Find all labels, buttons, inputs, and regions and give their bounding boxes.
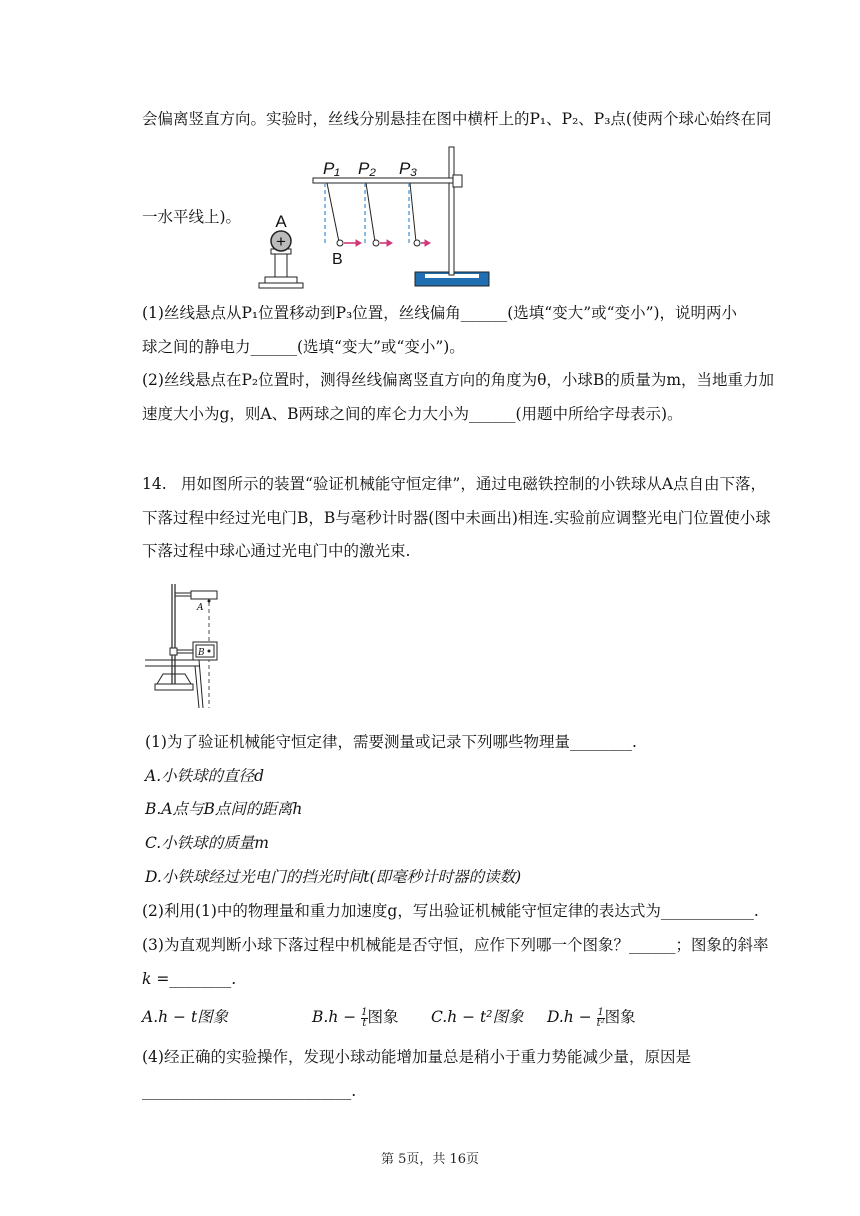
q14-option-d: D.小铁球经过光电门的挡光时间t(即毫秒计时器的读数) xyxy=(145,868,522,886)
label-a: A xyxy=(197,603,204,613)
q14-option-b: B.A点与B点间的距离h xyxy=(145,800,303,818)
label-b: B xyxy=(332,251,343,268)
q14-part3-line2: k =________. xyxy=(142,970,237,988)
q14-part3-line1: (3)为直观判断小球下落过程中机械能是否守恒，应作下列哪一个图象？______；图象的斜率 xyxy=(142,936,769,954)
q13-part1-line2: 球之间的静电力______(选填“变大”或“变小”)。 xyxy=(142,338,465,356)
plus-sign: + xyxy=(276,232,286,251)
q14-stem-line1: 用如图所示的装置“验证机械能守恒定律”，通过电磁铁控制的小铁球从A点自由下落， xyxy=(181,475,767,493)
q13-intro-line2: 一水平线上)。 xyxy=(142,208,242,226)
q14-part4-line2: ___________________________. xyxy=(142,1082,357,1100)
q14-number: 14. xyxy=(142,475,167,493)
label-a: A xyxy=(275,212,287,231)
q14-option-c: C.小铁球的质量m xyxy=(145,834,269,852)
q14-part4-line1: (4)经正确的实验操作，发现小球动能增加量总是稍小于重力势能减少量，原因是 xyxy=(142,1048,691,1066)
label-p2: P₂ xyxy=(358,159,376,178)
q14-option-a: A.小铁球的直径d xyxy=(145,767,265,785)
graph-option-b: B.h − $\frac{1}{t}$ 图象 xyxy=(312,1006,399,1029)
q14-part1: (1)为了验证机械能守恒定律，需要测量或记录下列哪些物理量________. xyxy=(145,733,637,751)
label-b: B xyxy=(198,648,205,658)
label-p3: P₃ xyxy=(399,159,418,178)
q13-part2-line2: 速度大小为g，则A、B两球之间的库仑力大小为______(用题中所给字母表示)。 xyxy=(142,405,683,423)
q14-stem-line3: 下落过程中球心通过光电门中的激光束. xyxy=(142,542,411,560)
q13-part2-line1: (2)丝线悬点在P₂位置时，测得丝线偏离竖直方向的角度为θ，小球B的质量为m，当地重力加 xyxy=(142,371,775,389)
q13-intro-line1: 会偏离竖直方向。实验时，丝线分别悬挂在图中横杆上的P₁、P₂、P₃点(使两个球心始终在同 xyxy=(142,110,772,128)
graph-option-c: C.h − t²图象 xyxy=(431,1008,524,1026)
free-fall-apparatus-figure xyxy=(143,580,223,710)
coulomb-apparatus-figure xyxy=(255,145,490,290)
graph-option-d: D.h − $\frac{1}{\text{t²}}$ 图象 xyxy=(547,1006,636,1029)
page-footer: 第 5页，共 16页 xyxy=(380,1152,480,1167)
graph-option-a: A.h − t图象 xyxy=(142,1008,229,1026)
label-p1: P₁ xyxy=(323,159,340,178)
q14-part2: (2)利用(1)中的物理量和重力加速度g，写出验证机械能守恒定律的表达式为____________. xyxy=(142,902,759,920)
q13-part1-line1: (1)丝线悬点从P₁位置移动到P₃位置，丝线偏角______(选填“变大”或“变小”)，说明两小 xyxy=(142,304,738,322)
q14-stem-line2: 下落过程中经过光电门B，B与毫秒计时器(图中未画出)相连.实验前应调整光电门位置使小球 xyxy=(142,509,771,527)
